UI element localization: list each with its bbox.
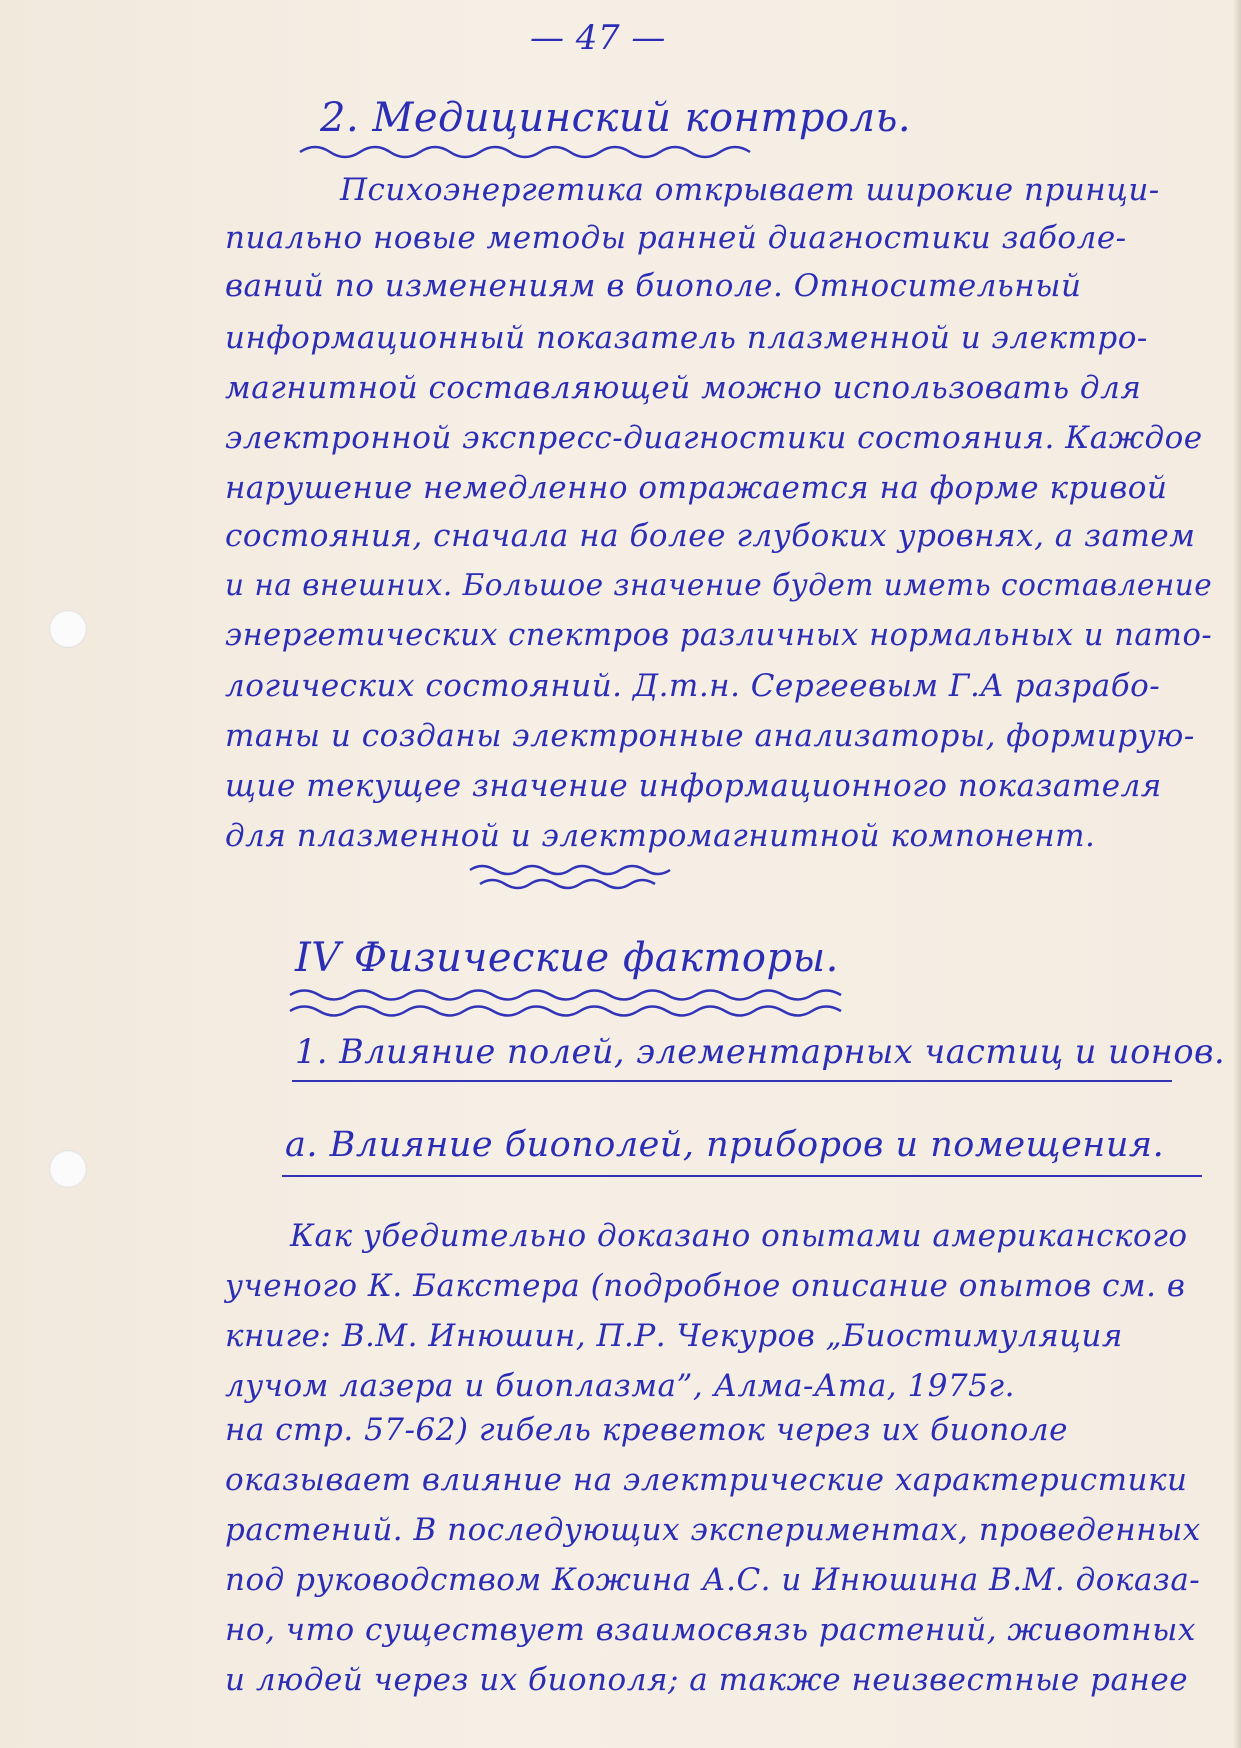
text-line: нарушение немедленно отражается на форме кривой: [225, 470, 1168, 506]
text-line: под руководством Кожина А.С. и Инюшина В.М. доказа-: [225, 1562, 1201, 1598]
subheading-a-underline: [282, 1175, 1202, 1177]
page-number: — 47 —: [530, 18, 666, 58]
section-heading-medical: 2. Медицинский контроль.: [320, 95, 912, 141]
punch-hole-top: [49, 610, 87, 648]
text-line: состояния, сначала на более глубоких уровнях, а затем: [225, 518, 1196, 554]
text-line: лучом лазера и биоплазма”, Алма-Ата, 1975г.: [225, 1368, 1015, 1404]
text-line: Как убедительно доказано опытами американского: [290, 1218, 1188, 1254]
text-line: книге: В.М. Инюшин, П.Р. Чекуров „Биостимуляция: [225, 1318, 1123, 1354]
punch-hole-bottom: [49, 1150, 87, 1188]
text-line: таны и созданы электронные анализаторы, формирую-: [225, 718, 1195, 754]
text-line: и на внешних. Большое значение будет иметь составление: [225, 568, 1213, 602]
text-line: ваний по изменениям в биополе. Относительный: [225, 268, 1082, 304]
page-edge: [1233, 0, 1241, 1748]
text-line: на стр. 57-62) гибель креветок через их биополе: [225, 1412, 1068, 1448]
text-line: логических состояний. Д.т.н. Сергеевым Г.А разрабо-: [225, 668, 1161, 704]
chapter-heading-physical: IV Физические факторы.: [295, 935, 839, 981]
text-line: пиально новые методы ранней диагностики заболе-: [225, 220, 1127, 256]
text-line: ученого К. Бакстера (подробное описание опытов см. в: [225, 1268, 1186, 1304]
section-separator-wave: [470, 860, 670, 900]
text-line: для плазменной и электромагнитной компонент.: [225, 818, 1096, 854]
text-line: энергетических спектров различных нормальных и пато-: [225, 618, 1213, 653]
text-line: но, что существует взаимосвязь растений, животных: [225, 1612, 1196, 1648]
text-line: электронной экспресс-диагностики состояния. Каждое: [225, 420, 1203, 456]
text-line: щие текущее значение информационного показателя: [225, 768, 1162, 804]
subheading-fields-particles: 1. Влияние полей, элементарных частиц и ионов.: [295, 1032, 1226, 1071]
subheading-biofields: а. Влияние биополей, приборов и помещения.: [285, 1125, 1165, 1165]
text-line: Психоэнергетика открывает широкие принци-: [340, 172, 1160, 208]
text-line: оказывает влияние на электрические характеристики: [225, 1462, 1188, 1498]
heading-underline-wave: [300, 140, 780, 170]
subheading-underline: [292, 1080, 1172, 1082]
text-line: магнитной составляющей можно использовать для: [225, 370, 1142, 406]
text-line: и людей через их биополя; а также неизвестные ранее: [225, 1662, 1189, 1698]
chapter-underline-wave: [290, 985, 870, 1025]
text-line: информационный показатель плазменной и электро-: [225, 320, 1148, 356]
text-line: растений. В последующих экспериментах, проведенных: [225, 1512, 1201, 1548]
